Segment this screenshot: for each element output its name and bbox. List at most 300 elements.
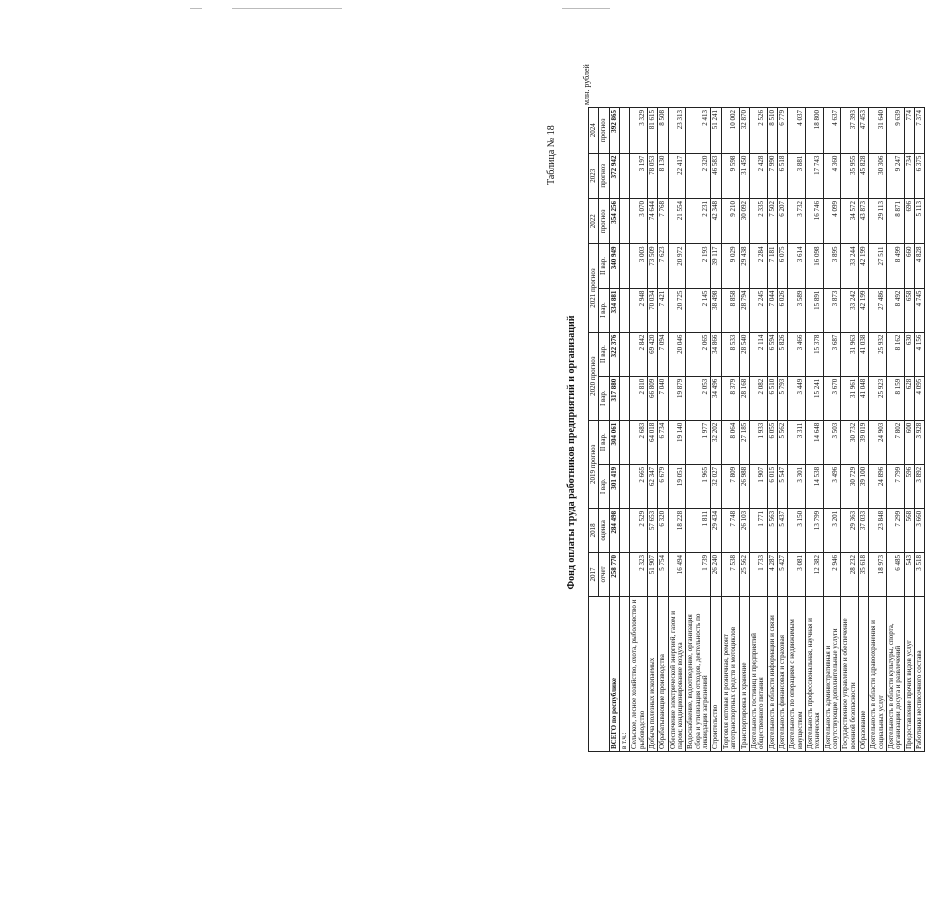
- table-row: [823, 108, 841, 752]
- table-cell: 16 494: [668, 552, 686, 596]
- table-cell: 3 496: [823, 464, 841, 508]
- table-cell: 26 240: [711, 552, 721, 596]
- table-cell: 2 065: [686, 332, 711, 376]
- table-cell: 5 826: [777, 332, 787, 376]
- table-cell: 7 768: [658, 199, 668, 244]
- table-cell: 70 034: [648, 288, 658, 332]
- table-cell: 568: [904, 508, 914, 552]
- table-cell: 3 301: [788, 464, 806, 508]
- table-cell: 39 117: [711, 244, 721, 288]
- table-cell: 2 526: [749, 108, 767, 154]
- table-cell: 3 873: [823, 288, 841, 332]
- table-cell: 18 800: [805, 108, 823, 154]
- table-cell: 5 754: [658, 552, 668, 596]
- table-cell: 74 644: [648, 199, 658, 244]
- table-cell: 20 972: [668, 244, 686, 288]
- table-cell: 6 734: [658, 420, 668, 464]
- table-row: [767, 108, 777, 752]
- table-cell: 2 082: [749, 376, 767, 420]
- table-cell: 20 725: [668, 288, 686, 332]
- table-cell: 31 961: [841, 376, 859, 420]
- table-cell: 596: [904, 464, 914, 508]
- row-label: Деятельность по операциям с недвижимым имуществом: [788, 597, 806, 752]
- table-cell: 3 070: [630, 199, 648, 244]
- table-cell: 2 948: [630, 288, 648, 332]
- table-cell: 17 743: [805, 153, 823, 198]
- table-cell: 3 928: [915, 420, 925, 464]
- row-label: Деятельность в области здравоохранения и социальных услуг: [869, 597, 887, 752]
- table-cell: 8 510: [767, 108, 777, 154]
- table-cell: 25 923: [869, 376, 887, 420]
- table-cell: 660: [904, 244, 914, 288]
- table-cell: 6 026: [777, 288, 787, 332]
- table-cell: 6 594: [767, 332, 777, 376]
- table-cell: 7 040: [658, 376, 668, 420]
- table-cell: 24 903: [869, 420, 887, 464]
- table-cell: 4 037: [788, 108, 806, 154]
- table-cell: 258 770: [609, 552, 619, 596]
- table-cell: 2 842: [630, 332, 648, 376]
- table-cell: 37 393: [841, 108, 859, 154]
- table-cell: 1 907: [749, 464, 767, 508]
- table-cell: 3 311: [788, 420, 806, 464]
- table-cell: 340 949: [609, 244, 619, 288]
- table-cell: 32 027: [711, 464, 721, 508]
- row-label: Деятельность финансовая и страховая: [777, 597, 787, 752]
- row-label: Сельское, лесное хозяйство, охота, рыболовство и рыбоводство: [630, 597, 648, 752]
- table-cell: 6 015: [767, 464, 777, 508]
- table-cell: 8 533: [721, 332, 739, 376]
- header-year: 2020 прогноз: [589, 332, 599, 420]
- table-cell: 30 306: [869, 153, 887, 198]
- table-cell: 9 598: [721, 153, 739, 198]
- table-cell: 57 653: [648, 508, 658, 552]
- table-cell: 6 207: [777, 199, 787, 244]
- header-sub: I вар.: [599, 464, 609, 508]
- table-cell: 2 145: [686, 288, 711, 332]
- table-row: [858, 108, 868, 752]
- table-cell: 45 828: [858, 153, 868, 198]
- table-cell: 20 046: [668, 332, 686, 376]
- table-cell: 51 907: [648, 552, 658, 596]
- table-cell: 3 895: [823, 244, 841, 288]
- table-cell: 7 044: [767, 288, 777, 332]
- header-empty: [589, 597, 610, 752]
- table-cell: 30 729: [841, 464, 859, 508]
- table-cell: 47 453: [858, 108, 868, 154]
- table-cell: 27 185: [739, 420, 749, 464]
- table-row: [658, 108, 668, 752]
- table-cell: 6 510: [767, 376, 777, 420]
- table-cell: 41 048: [858, 376, 868, 420]
- table-cell: 3 003: [630, 244, 648, 288]
- table-cell: 12 382: [805, 552, 823, 596]
- table-cell: 42 199: [858, 288, 868, 332]
- table-cell: 7 094: [658, 332, 668, 376]
- table-cell: 7 990: [767, 153, 777, 198]
- table-cell: [620, 508, 630, 552]
- table-cell: 2 413: [686, 108, 711, 154]
- row-label: Предоставление прочих видов услуг: [904, 597, 914, 752]
- row-label: Торговля оптовая и розничная, ремонт автотранспортных средств и мотоциклов: [721, 597, 739, 752]
- table-cell: 7 374: [915, 108, 925, 154]
- table-cell: 31 450: [739, 153, 749, 198]
- table-cell: 5 113: [915, 199, 925, 244]
- row-label: Добыча полезных ископаемых: [648, 597, 658, 752]
- table-cell: 7 799: [887, 464, 905, 508]
- table-row: [904, 108, 914, 752]
- table-cell: 9 029: [721, 244, 739, 288]
- row-label: Деятельность профессиональная, научная и техническая: [805, 597, 823, 752]
- table-cell: 42 348: [711, 199, 721, 244]
- table-cell: 4 095: [915, 376, 925, 420]
- table-cell: 23 313: [668, 108, 686, 154]
- table-cell: 3 687: [823, 332, 841, 376]
- table-cell: 8 508: [658, 108, 668, 154]
- table-cell: 29 434: [711, 508, 721, 552]
- table-cell: 33 244: [841, 244, 859, 288]
- table-cell: 6 375: [915, 153, 925, 198]
- table-cell: 29 113: [869, 199, 887, 244]
- table-cell: 24 896: [869, 464, 887, 508]
- header-year: 2018: [589, 508, 599, 552]
- table-number: Таблица № 18: [546, 125, 557, 185]
- table-cell: [620, 332, 630, 376]
- row-label: Государственное управление и обеспечение военной безопасности: [841, 597, 859, 752]
- table-cell: 4 099: [823, 199, 841, 244]
- table-cell: 6 075: [777, 244, 787, 288]
- table-cell: [620, 420, 630, 464]
- table-cell: 18 973: [869, 552, 887, 596]
- table-cell: 28 168: [739, 376, 749, 420]
- table-cell: 29 363: [841, 508, 859, 552]
- table-cell: 2 284: [749, 244, 767, 288]
- table-cell: 73 509: [648, 244, 658, 288]
- table-cell: 4 745: [915, 288, 925, 332]
- table-cell: 322 376: [609, 332, 619, 376]
- table-cell: 3 329: [630, 108, 648, 154]
- table-cell: 32 202: [711, 420, 721, 464]
- table-cell: 8 858: [721, 288, 739, 332]
- table-cell: 4 360: [823, 153, 841, 198]
- wage-fund-table: [588, 107, 925, 752]
- table-cell: 18 228: [668, 508, 686, 552]
- table-row: [620, 108, 630, 752]
- table-cell: 1 771: [749, 508, 767, 552]
- table-row: [648, 108, 658, 752]
- table-cell: 15 891: [805, 288, 823, 332]
- table-cell: 2 053: [686, 376, 711, 420]
- table-row: [686, 108, 711, 752]
- table-row: [711, 108, 721, 752]
- table-cell: 25 932: [869, 332, 887, 376]
- row-label: Транспортировка и хранение: [739, 597, 749, 752]
- table-cell: 2 810: [630, 376, 648, 420]
- table-cell: 46 583: [711, 153, 721, 198]
- table-cell: 31 640: [869, 108, 887, 154]
- table-cell: 35 955: [841, 153, 859, 198]
- table-cell: 7 748: [721, 508, 739, 552]
- header-sub: I вар.: [599, 288, 609, 332]
- row-label: Деятельность административная и сопутствующие дополнительные услуги: [823, 597, 841, 752]
- table-cell: 5 547: [777, 464, 787, 508]
- table-cell: 696: [904, 199, 914, 244]
- table-body: [609, 108, 925, 752]
- row-label: Работники несписочного состава: [915, 597, 925, 752]
- table-cell: 1 933: [749, 420, 767, 464]
- table-cell: 3 197: [630, 153, 648, 198]
- header-sub: прогноз: [599, 153, 609, 198]
- table-cell: 16 746: [805, 199, 823, 244]
- table-row: [887, 108, 905, 752]
- table-cell: 2 231: [686, 199, 711, 244]
- table-cell: 34 572: [841, 199, 859, 244]
- table-cell: [620, 199, 630, 244]
- header-sub: оценка: [599, 508, 609, 552]
- table-cell: 5 437: [777, 508, 787, 552]
- table-cell: [620, 108, 630, 154]
- table-cell: 543: [904, 552, 914, 596]
- table-cell: 64 018: [648, 420, 658, 464]
- table-cell: 2 946: [823, 552, 841, 596]
- table-cell: 7 421: [658, 288, 668, 332]
- row-label: Строительство: [711, 597, 721, 752]
- header-year: 2019 прогноз: [589, 420, 599, 508]
- table-cell: 1 977: [686, 420, 711, 464]
- table-cell: 2 323: [630, 552, 648, 596]
- table-cell: 6 320: [658, 508, 668, 552]
- table-cell: 8 499: [887, 244, 905, 288]
- table-cell: 2 529: [630, 508, 648, 552]
- table-row: [777, 108, 787, 752]
- row-label: Обрабатывающие производства: [658, 597, 668, 752]
- table-cell: 630: [904, 332, 914, 376]
- table-cell: 43 873: [858, 199, 868, 244]
- unit-label: млн. рублей: [582, 64, 591, 105]
- table-cell: 7 623: [658, 244, 668, 288]
- table-cell: [620, 464, 630, 508]
- table-cell: 600: [904, 420, 914, 464]
- table-cell: 13 799: [805, 508, 823, 552]
- table-cell: [620, 376, 630, 420]
- table-cell: 32 870: [739, 108, 749, 154]
- table-cell: 734: [904, 153, 914, 198]
- table-cell: 3 503: [823, 420, 841, 464]
- table-cell: 3 670: [823, 376, 841, 420]
- header-sub: прогноз: [599, 199, 609, 244]
- table-cell: 3 892: [915, 464, 925, 508]
- table-cell: 19 140: [668, 420, 686, 464]
- table-cell: 2 428: [749, 153, 767, 198]
- table-cell: 23 848: [869, 508, 887, 552]
- table-cell: 372 942: [609, 153, 619, 198]
- header-year: 2023: [589, 153, 599, 198]
- table-row: [739, 108, 749, 752]
- table-cell: 19 879: [668, 376, 686, 420]
- table-cell: 42 199: [858, 244, 868, 288]
- table-cell: 3 614: [788, 244, 806, 288]
- table-cell: 34 496: [711, 376, 721, 420]
- table-cell: 3 201: [823, 508, 841, 552]
- table-cell: 6 485: [887, 552, 905, 596]
- table-cell: 26 988: [739, 464, 749, 508]
- row-label: Деятельность гостиниц и предприятий общественного питания: [749, 597, 767, 752]
- table-cell: 28 794: [739, 288, 749, 332]
- table-cell: 25 562: [739, 552, 749, 596]
- table-cell: 81 615: [648, 108, 658, 154]
- table-cell: 7 181: [767, 244, 777, 288]
- table-cell: 19 051: [668, 464, 686, 508]
- table-title: Фонд оплаты труда работников предприятий и организаций: [566, 315, 577, 590]
- table-row: [869, 108, 887, 752]
- table-cell: 38 498: [711, 288, 721, 332]
- table-cell: 8 162: [887, 332, 905, 376]
- table-cell: 8 159: [887, 376, 905, 420]
- header-sub: отчет: [599, 552, 609, 596]
- row-label: Обеспечение электрической энергией, газом и паром; кондиционирование воздуха: [668, 597, 686, 752]
- table-cell: 39 100: [858, 464, 868, 508]
- table-cell: [620, 244, 630, 288]
- table-cell: 35 618: [858, 552, 868, 596]
- table-cell: 3 518: [915, 552, 925, 596]
- header-sub: I вар.: [599, 376, 609, 420]
- table-cell: 354 256: [609, 199, 619, 244]
- row-label: Водоснабжение, водоотведение, организация сбора и утилизация отходов, деятельность по ликвидации загрязнений: [686, 597, 711, 752]
- table-cell: 8 130: [658, 153, 668, 198]
- table-cell: 2 193: [686, 244, 711, 288]
- table-cell: 1 733: [749, 552, 767, 596]
- header-year: 2022: [589, 199, 599, 244]
- table-cell: 3 466: [788, 332, 806, 376]
- table-cell: 6 518: [777, 153, 787, 198]
- table-cell: 2 683: [630, 420, 648, 464]
- table-cell: 14 538: [805, 464, 823, 508]
- table-cell: 317 880: [609, 376, 619, 420]
- table-cell: 27 511: [869, 244, 887, 288]
- table-cell: 9 639: [887, 108, 905, 154]
- table-cell: 2 114: [749, 332, 767, 376]
- table-cell: 3 589: [788, 288, 806, 332]
- header-year: 2024: [589, 108, 599, 154]
- table-cell: 3 449: [788, 376, 806, 420]
- table-cell: 6 055: [767, 420, 777, 464]
- table-row: [788, 108, 806, 752]
- table-cell: 2 245: [749, 288, 767, 332]
- table-cell: 16 098: [805, 244, 823, 288]
- row-label: Деятельность в области культуры, спорта, организации досуга и развлечений: [887, 597, 905, 752]
- table-cell: 658: [904, 288, 914, 332]
- header-row-years: [589, 108, 599, 752]
- table-cell: 31 963: [841, 332, 859, 376]
- table-cell: 334 881: [609, 288, 619, 332]
- table-cell: 6 679: [658, 464, 668, 508]
- table-cell: 7 802: [887, 420, 905, 464]
- table-row: [841, 108, 859, 752]
- table-cell: 774: [904, 108, 914, 154]
- table-row: [668, 108, 686, 752]
- row-label: Деятельность в области информации и связи: [767, 597, 777, 752]
- table-cell: 28 540: [739, 332, 749, 376]
- header-sub: прогноз: [599, 108, 609, 154]
- table-cell: 78 053: [648, 153, 658, 198]
- table-cell: 5 427: [777, 552, 787, 596]
- table-cell: 301 419: [609, 464, 619, 508]
- table-cell: 8 064: [721, 420, 739, 464]
- table-cell: 10 002: [721, 108, 739, 154]
- table-cell: 66 809: [648, 376, 658, 420]
- table-cell: 7 538: [721, 552, 739, 596]
- header-sub: II вар.: [599, 420, 609, 464]
- table-cell: 9 247: [887, 153, 905, 198]
- table-cell: 3 732: [788, 199, 806, 244]
- table-cell: 8 379: [721, 376, 739, 420]
- table-cell: 29 438: [739, 244, 749, 288]
- table-cell: 3 150: [788, 508, 806, 552]
- table-cell: 4 156: [915, 332, 925, 376]
- table-cell: [620, 552, 630, 596]
- table-cell: 8 871: [887, 199, 905, 244]
- row-label: Образование: [858, 597, 868, 752]
- table-cell: 9 210: [721, 199, 739, 244]
- table-row: [609, 108, 619, 752]
- table-cell: 4 828: [915, 244, 925, 288]
- table-cell: 34 866: [711, 332, 721, 376]
- table-cell: 33 242: [841, 288, 859, 332]
- table-cell: 2 335: [749, 199, 767, 244]
- table-row: [749, 108, 767, 752]
- table-row: [915, 108, 925, 752]
- row-label: в т.ч.:: [620, 597, 630, 752]
- table-cell: 15 241: [805, 376, 823, 420]
- table-cell: 2 665: [630, 464, 648, 508]
- table-cell: 8 492: [887, 288, 905, 332]
- table-cell: 1 965: [686, 464, 711, 508]
- table-cell: 3 881: [788, 153, 806, 198]
- table-cell: 4 287: [767, 552, 777, 596]
- table-cell: 5 562: [777, 420, 787, 464]
- table-cell: 30 732: [841, 420, 859, 464]
- table-row: [630, 108, 648, 752]
- table-cell: 3 660: [915, 508, 925, 552]
- header-sub: II вар.: [599, 244, 609, 288]
- table-cell: 21 554: [668, 199, 686, 244]
- table-cell: [620, 288, 630, 332]
- table-cell: 51 241: [711, 108, 721, 154]
- table-cell: 628: [904, 376, 914, 420]
- table-cell: 5 793: [777, 376, 787, 420]
- table-cell: 26 103: [739, 508, 749, 552]
- table-cell: 284 498: [609, 508, 619, 552]
- table-cell: 5 563: [767, 508, 777, 552]
- table-cell: 7 502: [767, 199, 777, 244]
- table-cell: 392 865: [609, 108, 619, 154]
- header-year: 2021 прогноз: [589, 244, 599, 332]
- table-cell: 41 038: [858, 332, 868, 376]
- table-cell: 28 232: [841, 552, 859, 596]
- table-cell: 1 739: [686, 552, 711, 596]
- table-cell: 7 809: [721, 464, 739, 508]
- table-row: [721, 108, 739, 752]
- table-cell: 62 347: [648, 464, 658, 508]
- header-sub: II вар.: [599, 332, 609, 376]
- table-cell: 2 320: [686, 153, 711, 198]
- row-label: ВСЕГО по республике: [609, 597, 619, 752]
- table-row: [805, 108, 823, 752]
- header-year: 2017: [589, 552, 599, 596]
- table-cell: 4 637: [823, 108, 841, 154]
- table-cell: 22 417: [668, 153, 686, 198]
- table-cell: 39 019: [858, 420, 868, 464]
